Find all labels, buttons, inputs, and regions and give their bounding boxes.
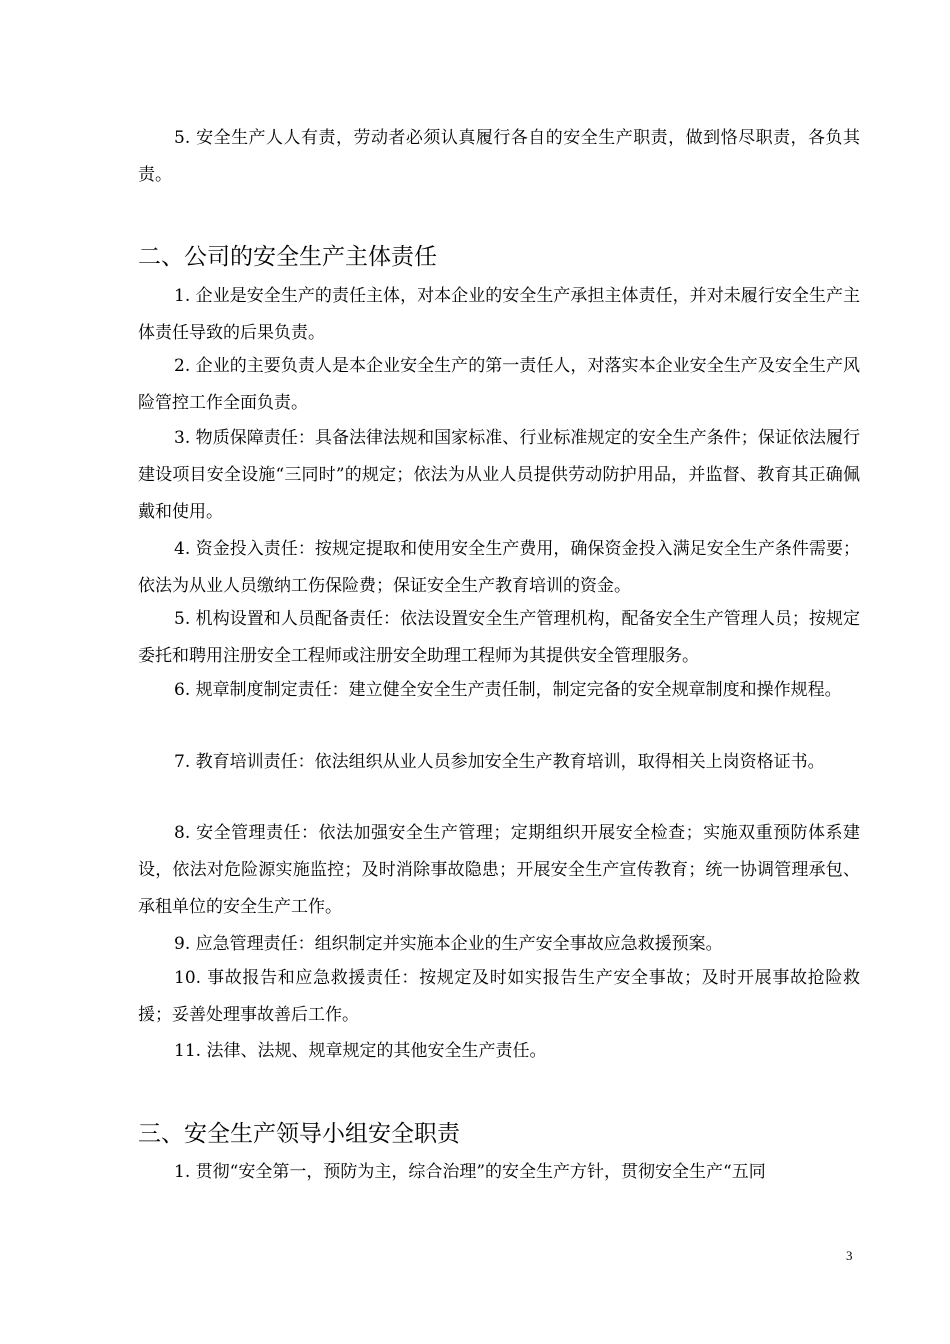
section-2-item-1: 1. 企业是安全生产的责任主体，对本企业的安全生产承担主体责任，并对未履行安全生产主体责任导致的后果负责。 — [138, 286, 860, 343]
section-2-item-8: 8. 安全管理责任：依法加强安全生产管理；定期组织开展安全检查；实施双重预防体系建设，依法对危险源实施监控；及时消除事故隐患；开展安全生产宣传教育；统一协调管理承包、承租单位的安全生产工作。 — [138, 823, 860, 917]
section-2-item-6: 6. 规章制度制定责任：建立健全安全生产责任制，制定完备的安全规章制度和操作规程。 — [174, 680, 842, 700]
section-2-item-10: 10. 事故报告和应急救援责任：按规定及时如实报告生产安全事故；及时开展事故抢险救援；妥善处理事故善后工作。 — [138, 968, 860, 1025]
section-2-item-3: 3. 物质保障责任：具备法律法规和国家标准、行业标准规定的安全生产条件；保证依法履行建设项目安全设施“三同时”的规定；依法为从业人员提供劳动防护用品，并监督、教育其正确佩戴和使用。 — [138, 428, 860, 522]
paragraph-prev-5: 5. 安全生产人人有责，劳动者必须认真履行各自的安全生产职责，做到恪尽职责，各负其责。 — [138, 128, 860, 185]
section-2-item-11: 11. 法律、法规、规章规定的其他安全生产责任。 — [174, 1041, 547, 1061]
section-2-item-9: 9. 应急管理责任：组织制定并实施本企业的生产安全事故应急救援预案。 — [174, 934, 723, 954]
section-2-item-7: 7. 教育培训责任：依法组织从业人员参加安全生产教育培训，取得相关上岗资格证书。 — [174, 752, 825, 772]
section-3-item-1: 1. 贯彻“安全第一，预防为主，综合治理”的安全生产方针，贯彻安全生产“五同 — [174, 1162, 766, 1182]
section-2-item-4: 4. 资金投入责任：按规定提取和使用安全生产费用，确保资金投入满足安全生产条件需要；依法为从业人员缴纳工伤保险费；保证安全生产教育培训的资金。 — [138, 539, 860, 596]
section-3-heading: 三、安全生产领导小组安全职责 — [138, 1121, 460, 1147]
section-2-item-2: 2. 企业的主要负责人是本企业安全生产的第一责任人，对落实本企业安全生产及安全生产风险管控工作全面负责。 — [138, 356, 860, 413]
section-2-item-5: 5. 机构设置和人员配备责任：依法设置安全生产管理机构，配备安全生产管理人员；按规定委托和聘用注册安全工程师或注册安全助理工程师为其提供安全管理服务。 — [138, 609, 860, 666]
page-number: 3 — [846, 1248, 853, 1263]
section-2-heading: 二、公司的安全生产主体责任 — [138, 244, 437, 270]
